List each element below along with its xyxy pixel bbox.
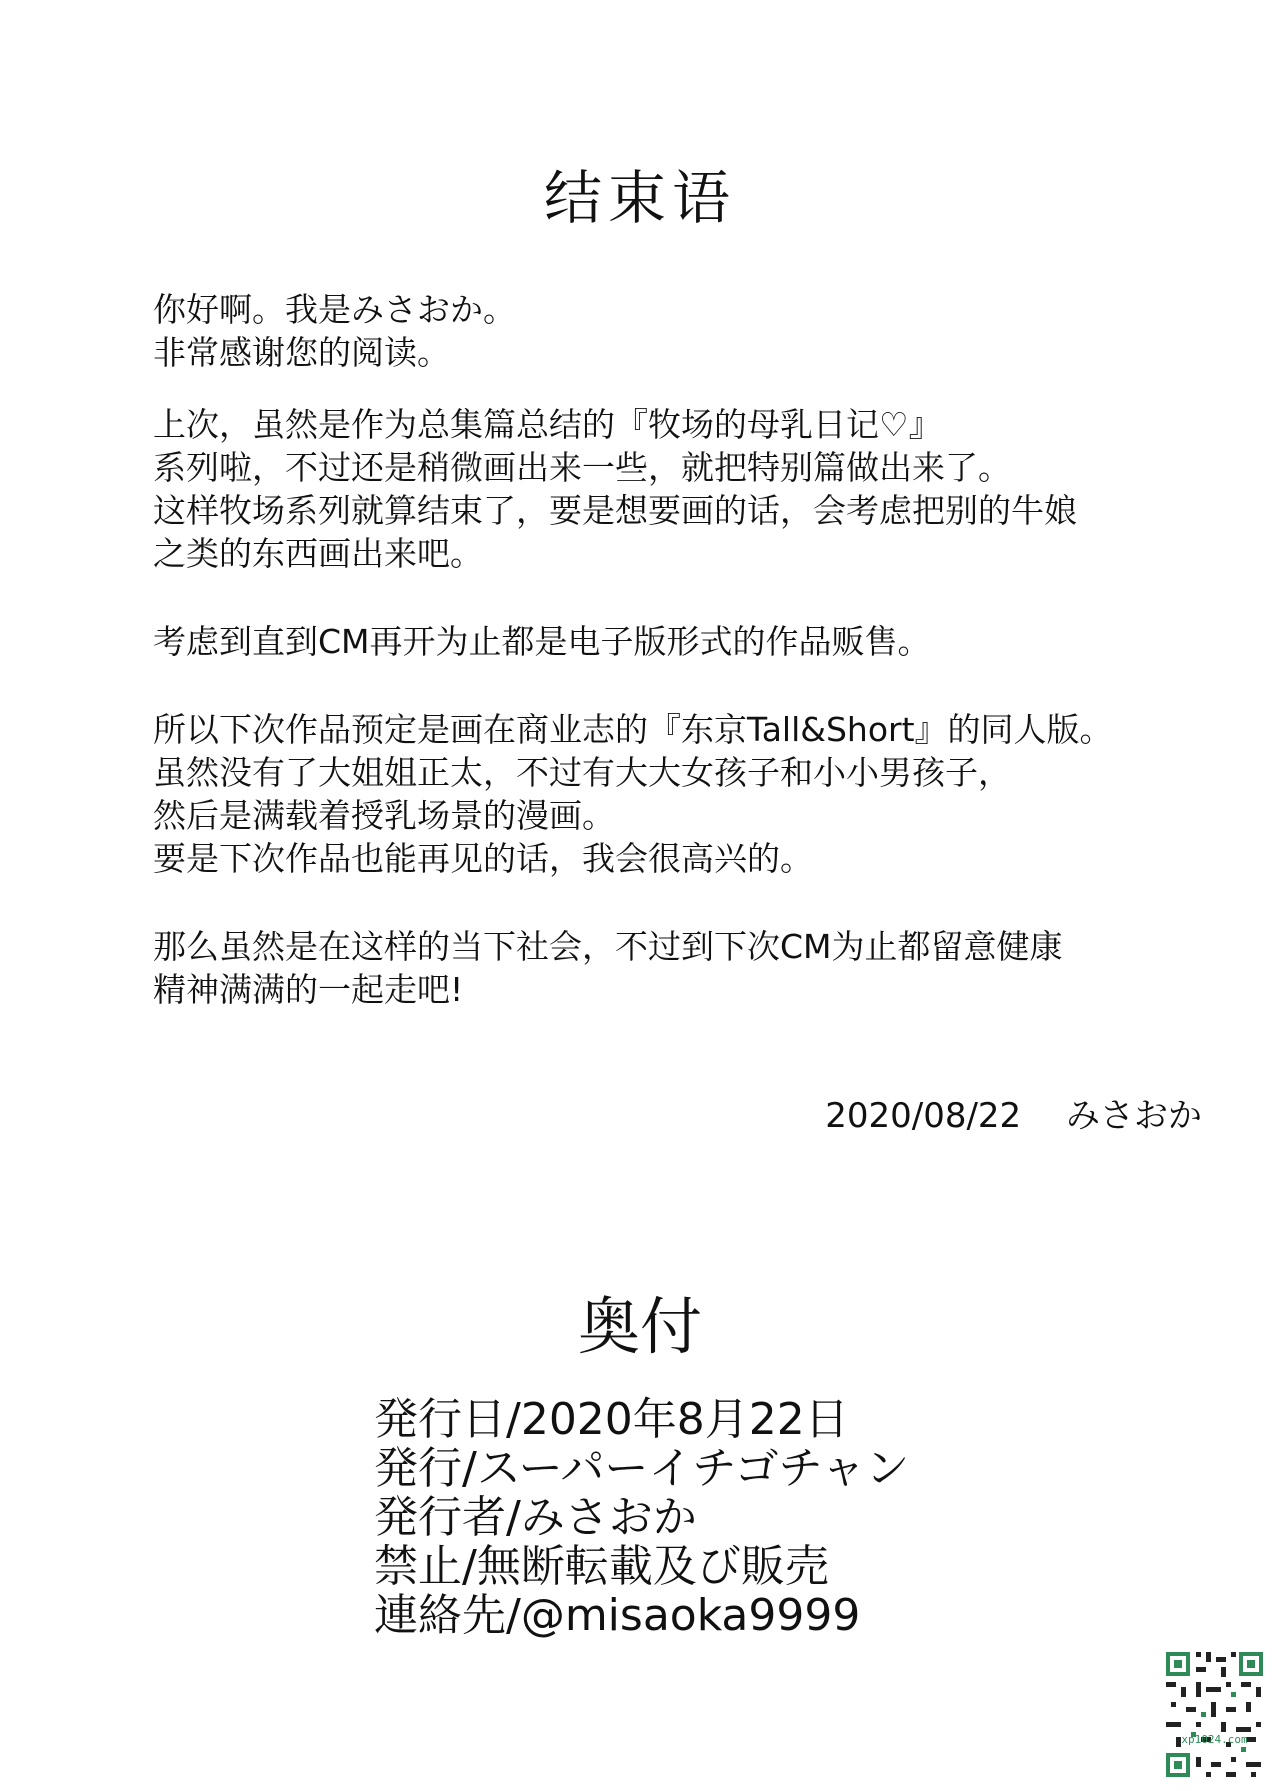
colophon-list [374,1395,909,1640]
colophon-title: 奥付 [577,1290,702,1363]
afterword-line: 系列啦，不过还是稍微画出来一些，就把特别篇做出来了。 [153,448,1011,487]
qr-code-icon[interactable] [1162,1648,1267,1785]
afterword-line: 之类的东西画出来吧。 [153,534,483,573]
afterword-line: 然后是满载着授乳场景的漫画。 [153,796,615,835]
afterword-line: 所以下次作品预定是画在商业志的『东京Tall&Short』的同人版。 [153,710,1113,749]
signature [825,1093,1202,1139]
afterword-line: 上次，虽然是作为总集篇总结的『牧场的母乳日记♡』 [153,405,942,444]
signature-date: 2020/08/22 [825,1096,1022,1136]
afterword-line: 要是下次作品也能再见的话，我会很高兴的。 [153,839,813,878]
colophon-author: 発行者/みさおか [374,1492,697,1543]
afterword-line: 考虑到直到CM再开为止都是电子版形式的作品贩售。 [153,622,931,661]
afterword-line: 非常感谢您的阅读。 [153,333,450,372]
afterword-body [153,288,1173,1011]
colophon-prohibition: 禁止/無断転載及び販売 [374,1541,829,1592]
watermark-caption: xp1024.com [1181,1733,1248,1746]
afterword-line: 这样牧场系列就算结束了，要是想要画的话，会考虑把别的牛娘 [153,491,1077,530]
afterword-title: 结束语 [543,164,736,232]
colophon-publisher: 発行/スーパーイチゴチャン [374,1443,910,1494]
afterword-line: 虽然没有了大姐姐正太，不过有大大女孩子和小小男孩子， [153,753,1011,792]
colophon-contact: 連絡先/@misaoka9999 [374,1590,861,1641]
afterword-line: 那么虽然是在这样的当下社会，不过到下次CM为止都留意健康 [153,927,1063,966]
afterword-line: 精神满满的一起走吧! [153,970,464,1009]
colophon-release-date: 発行日/2020年8月22日 [374,1394,849,1445]
signature-name: みさおか [1066,1096,1202,1136]
afterword-line: 你好啊。我是みさおか。 [153,290,516,329]
